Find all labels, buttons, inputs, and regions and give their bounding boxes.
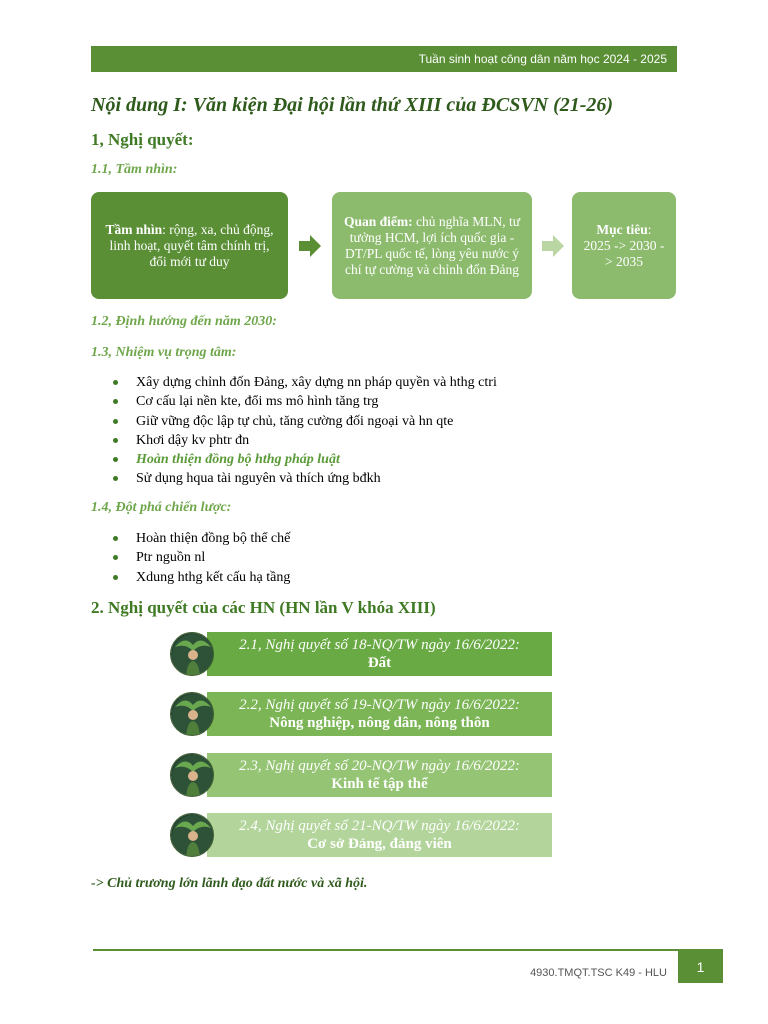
- leaf-figure-icon: [170, 692, 214, 736]
- footer-text: 4930.TMQT.TSC K49 - HLU: [530, 967, 667, 979]
- flow-label: Tầm nhìn: [105, 221, 163, 237]
- resolution-subject: Kinh tế tập thể: [331, 776, 428, 792]
- flow-label: Quan điểm:: [343, 213, 413, 229]
- resolution-subject: Đất: [367, 655, 392, 671]
- subheading-vision: 1.1, Tầm nhìn:: [91, 162, 178, 177]
- header-text: Tuần sinh hoạt công dân năm học 2024 - 2025: [418, 52, 667, 66]
- resolution-item: [207, 692, 552, 736]
- resolution-title: 2.2, Nghị quyết số 19-NQ/TW ngày 16/6/2022:: [239, 697, 520, 713]
- list-item: Ptr nguồn nl: [108, 548, 290, 567]
- flow-box-vision: Tầm nhìn: rộng, xa, chủ động, linh hoạt, quyết tâm chính trị, đổi mới tư duy: [91, 192, 288, 299]
- resolution-item: [207, 632, 552, 676]
- flow-text: rộng, xa, chủ động, linh hoạt, quyết tâm chính trị, đổi mới tư duy: [109, 221, 274, 269]
- list-item: Xdung hthg kết cấu hạ tầng: [108, 568, 290, 587]
- footer-divider: [93, 949, 723, 951]
- list-item: Sử dụng hqua tài nguyên và thích ứng bđkh: [108, 469, 497, 488]
- list-item: Hoàn thiện đồng bộ thể chế: [108, 529, 290, 548]
- flow-label: Mục tiêu: [596, 221, 648, 237]
- page-title: Nội dung I: Văn kiện Đại hội lần thứ XIII của ĐCSVN (21-26): [91, 94, 614, 116]
- list-item: Khơi dậy kv phtr đn: [108, 431, 497, 450]
- resolution-title: 2.1, Nghị quyết số 18-NQ/TW ngày 16/6/2022:: [239, 637, 520, 653]
- subheading-tasks: 1.3, Nhiệm vụ trọng tâm:: [91, 345, 237, 360]
- resolution-subject: Cơ sở Đảng, đảng viên: [307, 836, 452, 852]
- resolution-title: 2.4, Nghị quyết số 21-NQ/TW ngày 16/6/2022:: [239, 818, 520, 834]
- arrow-right-icon: [298, 234, 322, 258]
- resolution-subject: Nông nghiệp, nông dân, nông thôn: [269, 715, 490, 731]
- flow-text: 2025 -> 2030 -> 2035: [583, 237, 665, 269]
- list-item: Xây dựng chỉnh đốn Đảng, xây dựng nn pháp quyền và hthg ctri: [108, 373, 497, 392]
- list-item: Giữ vững độc lập tự chủ, tăng cường đối ngoại và hn qte: [108, 412, 497, 431]
- leaf-figure-icon: [170, 632, 214, 676]
- arrow-right-icon: [541, 234, 565, 258]
- resolution-item: [207, 753, 552, 797]
- flow-text: chủ nghĩa MLN, tư tưởng HCM, lợi ích quốc gia - DT/PL quốc tế, lòng yêu nước ý chí tự cường và chỉnh đốn Đảng: [344, 213, 521, 277]
- task-list: [108, 373, 497, 489]
- flow-box-goal: Mục tiêu: 2025 -> 2030 -> 2035: [572, 192, 676, 299]
- page-header: [91, 46, 677, 72]
- leaf-figure-icon: [170, 813, 214, 857]
- list-item: Cơ cấu lại nền kte, đổi ms mô hình tăng trg: [108, 392, 497, 411]
- resolution-title: 2.3, Nghị quyết số 20-NQ/TW ngày 16/6/2022:: [239, 758, 520, 774]
- page-number: 1: [678, 951, 723, 983]
- leaf-figure-icon: [170, 753, 214, 797]
- flow-box-viewpoint: [332, 192, 532, 299]
- breakthrough-list: [108, 529, 290, 587]
- section1-heading: 1, Nghị quyết:: [91, 130, 194, 149]
- conclusion-text: -> Chủ trương lớn lãnh đạo đất nước và xã hội.: [91, 876, 368, 891]
- subheading-orientation: 1.2, Định hướng đến năm 2030:: [91, 314, 277, 329]
- section2-heading: 2. Nghị quyết của các HN (HN lần V khóa XIII): [91, 598, 436, 617]
- list-item-highlighted: Hoàn thiện đồng bộ hthg pháp luật: [108, 450, 497, 469]
- subheading-breakthroughs: 1.4, Đột phá chiến lược:: [91, 500, 232, 515]
- resolution-item: [207, 813, 552, 857]
